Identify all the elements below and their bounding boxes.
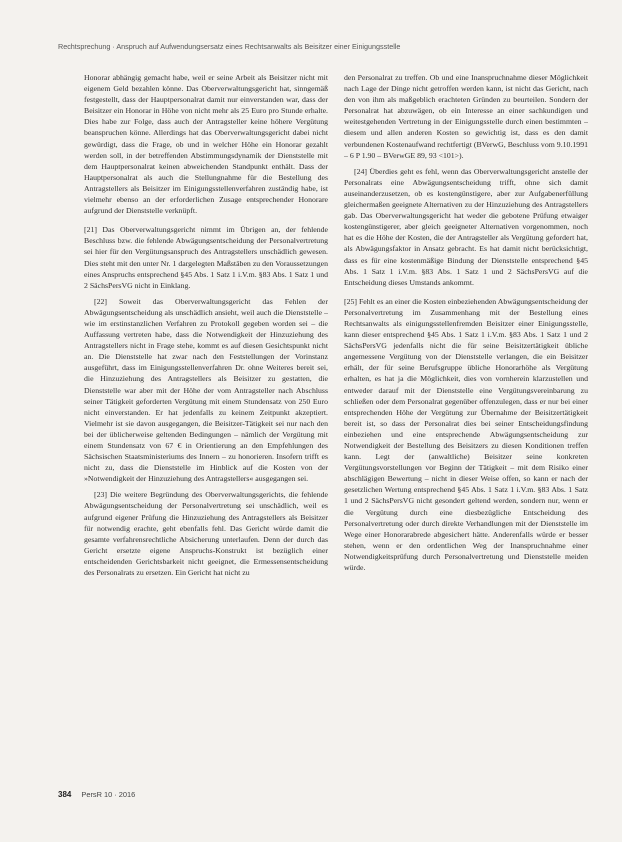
page-number: 384 (58, 790, 72, 799)
paragraph: den Personalrat zu treffen. Ob und eine Inanspruchnahme dieser Möglichkeit nach Lage der Dinge nicht getroffen werden kann, ist nicht das Gericht, nach den von ihm als maßgeblich erachteten Gründen zu beurteilen. Sondern der Personalrat hat abzuwägen, ob ein Interesse an einer sachkundigen und weitestgehenden Vertretung in der Einigungsstelle durch einen bestimmten – diesem und allen anderen Kosten so gewichtig ist, dass es den damit verbundenen Kostenaufwand rechtfertigt (BVerwG, Beschluss vom 9.10.1991 – 6 P 1.90 – BVerwGE 89, 93 <101>). (344, 73, 588, 160)
paragraph (344, 296, 588, 573)
paragraph: Honorar abhängig gemacht habe, weil er seine Arbeit als Beisitzer nicht mit eigenem Geld bezahlen könne. Das Oberverwaltungsgericht hat, sinngemäß festgestellt, dass der Hauptpersonalrat damit nur einverstanden war, dass der Beisitzer ein Honorar in Höhe von nicht mehr als 25 Euro pro Stunde erhalte. Dies habe zur Folge, dass auch der Antragsteller keine höhere Vergütung beanspruchen könne. Allerdings hat das Oberverwaltungsgericht dabei nicht gewürdigt, dass die Frage, ob und in welcher Höhe ein Honorar gezahlt werden soll, in der betreffenden Abstimmungsdynamik der Dienststelle mit dem Hauptpersonalrat keinen abweichenden Standpunkt enthält. Dass der Hauptpersonalrat als auch die Stellungnahme für die Bestellung des Antragstellers als Beisitzer im Einigungsstellenverfahren zuständig habe, ist vielmehr ebenso an der erforderlichen Zusage entsprechender Honorare aufgrund der Dienststelle verknüpft. (84, 73, 328, 216)
left-column (84, 72, 328, 764)
paragraph-text: [25] Fehlt es an einer die Kosten einbeziehenden Abwägungsentscheidung der Personalvertretung im Zusammenhang mit der Bestellung eines Rechtsanwalts als einigungsstellenfremden Beisitzer einer Einigungsstelle, kann dieser entsprechend §45 Abs. 1 Satz 1 i.V.m. §83 Abs. 1 Satz 1 und 2 SächsPersVG jedenfalls nicht die für seine Beisitzertätigkeit übliche angemessene Vergütung von der Dienststelle verlangen, die ein Beisitzer erhält, der für seine Berufsgruppe übliche Honorarhöhe als Vergütung erhalten, es hat ja die Möglichkeit, dies von vornherein klarzustellen und entweder darauf mit der Dienststelle eine Vergütungsvereinbarung zu schließen oder dem Personalrat gegenüber offenzulegen, dass er nur bei einer entsprechenden Höhe der Vergütung zur Übernahme der Beisitzertätigkeit bereit ist, so dass der Personalrat dies bei seiner Entscheidungsfindung einbeziehen und eine entsprechende Abwägungsentscheidung zur Notwendigkeit der Bestellung des Beisitzers zu diesen Konditionen treffen kann. Legt der (anwaltliche) Beisitzer seine konkreten Vergütungsvorstellungen vor Beginn der Tätigkeit – mit dem Risiko einer abschlägigen Bewertung – nicht in dieser Weise offen, so kann er nach der gesetzlichen Wertung entsprechend §45 Abs. 1 Satz 1 i.V.m. §83 Abs. 1 Satz 1 und 2 SächsPersVG nicht gesondert geltend werden, sondern nur, wenn er die Vergütung durch eine diesbezügliche Entscheidung des Personalvertretung oder durch direkte Verhandlungen mit der Dienststelle im Wege einer Honorarabrede abgesichert hätte. Anderenfalls würde er besser stehen, wenn er den ordentlichen Weg der Inanspruchnahme einer Notwendigkeitsprüfung durch Personalvertretung und Dienststelle meiden würde. (344, 296, 588, 573)
running-head: Rechtsprechung · Anspruch auf Aufwendungsersatz eines Rechtsanwalts als Beisitzer einer Einigungsstelle (58, 42, 401, 51)
journal-name: PersR 10 · 2016 (81, 790, 136, 799)
paragraph-text: [21] Das Oberverwaltungsgericht nimmt im Übrigen an, der fehlende Beschluss bzw. die fehlende Abwägungsentscheidung der Personalvertretung sei hier für den Vergütungsanspruch des Antragstellers unschädlich gewesen. Dies steht mit den unter Nr. 1 dargelegten Maßstäben zu den Voraussetzungen eines Anspruchs entsprechend §45 Abs. 1 Satz 1 i.V.m. §83 Abs. 1 Satz 1 und 2 SächsPersVG nicht in Einklang. (84, 225, 328, 290)
paragraph: [22] Soweit das Oberverwaltungsgericht das Fehlen der Abwägungsentscheidung als unschädlich ansieht, weil auch die Dienststelle – wie im erstinstanzlichen Verfahren zu Protokoll gegeben worden sei – die Auffassung vertreten habe, dass die Notwendigkeit der Hinzuziehung des Antragstellers nicht in Frage stehe, kommt es auf diesen Gesichtspunkt nicht an. Die Dienststelle hat zwar nach den Feststellungen der Vorinstanz ausgeführt, dass im Einigungsstellenverfahren Dr. ohne Weiteres bereit sei, die Hinzuziehung des Antragstellers als Beisitzer zu gestatten, die Dienststelle war aber mit der Höhe der vom Antragsteller nach Abschluss seiner Tätigkeit geforderten Vergütung mit einem Stundensatz von 250 Euro nicht einverstanden. Er hat jedenfalls zu keinem Zeitpunkt akzeptiert. Vielmehr ist sie davon ausgegangen, die Beisitzer-Tätigkeit sei nur nach den bei der üblicherweise geltenden Bedingungen – nämlich der Vergütung mit einem Stundensatz von 67 € in Orientierung an den Empfehlungen des Sächsischen Staatsministeriums des Innern – zu honorieren. Insofern trifft es nicht zu, dass die Dienststelle im Hinblick auf die Kosten von der »Notwendigkeit der Hinzuziehung des Antragstellers« ausgegangen sei. (84, 296, 328, 484)
paragraph: [23] Die weitere Begründung des Oberverwaltungsgerichts, die fehlende Abwägungsentscheidung der Personalvertretung sei unschädlich, weil es aufgrund eigener Prüfung die Hinzuziehung des Antragstellers als Beisitzer für notwendig erachte, geht ebenfalls fehl. Das Gericht würde damit die gesamte verfahrensrechtliche Absicherung unterlaufen. Denn der durch das Gericht ersetzte eigene Anspruchs-Konstrukt ist bezüglich einer entscheidenden Gerichtsbarkeit nicht geeignet, die Ermessensentscheidung des Personalrats zu ersetzen. Ein Gericht hat nicht zu (84, 490, 328, 578)
page-footer (58, 790, 135, 799)
paragraph: [24] Überdies geht es fehl, wenn das Oberverwaltungsgericht anstelle der Personalrats eine Abwägungsentscheidung trifft, ohne sich damit auseinanderzusetzen, ob es kostengünstigere, aber zur Aufgabenerfüllung gleichermaßen geeignete Alternativen zu der Hinzuziehung des Antragstellers gab. Das Oberverwaltungsgericht hat weder die gebotene Prüfung etwaiger kostengünstigerer, aber gleich geeigneter Alternativen vorgenommen, noch hat es die Höhe der Kosten, die der Antragsteller als Vergütung gefordert hat, als Abwägungsfaktor in Ansatz gebracht. Es hat damit nicht berücksichtigt, dass es für eine kostenmäßige Bindung der Dienststelle entsprechend §45 Abs. 1 Satz 1 i.V.m. §83 Abs. 1 Satz 1 und 2 SächsPersVG auf die Entscheidung dieses Umstands ankommt. (344, 166, 588, 287)
paragraph (84, 224, 328, 291)
right-column (344, 72, 588, 764)
